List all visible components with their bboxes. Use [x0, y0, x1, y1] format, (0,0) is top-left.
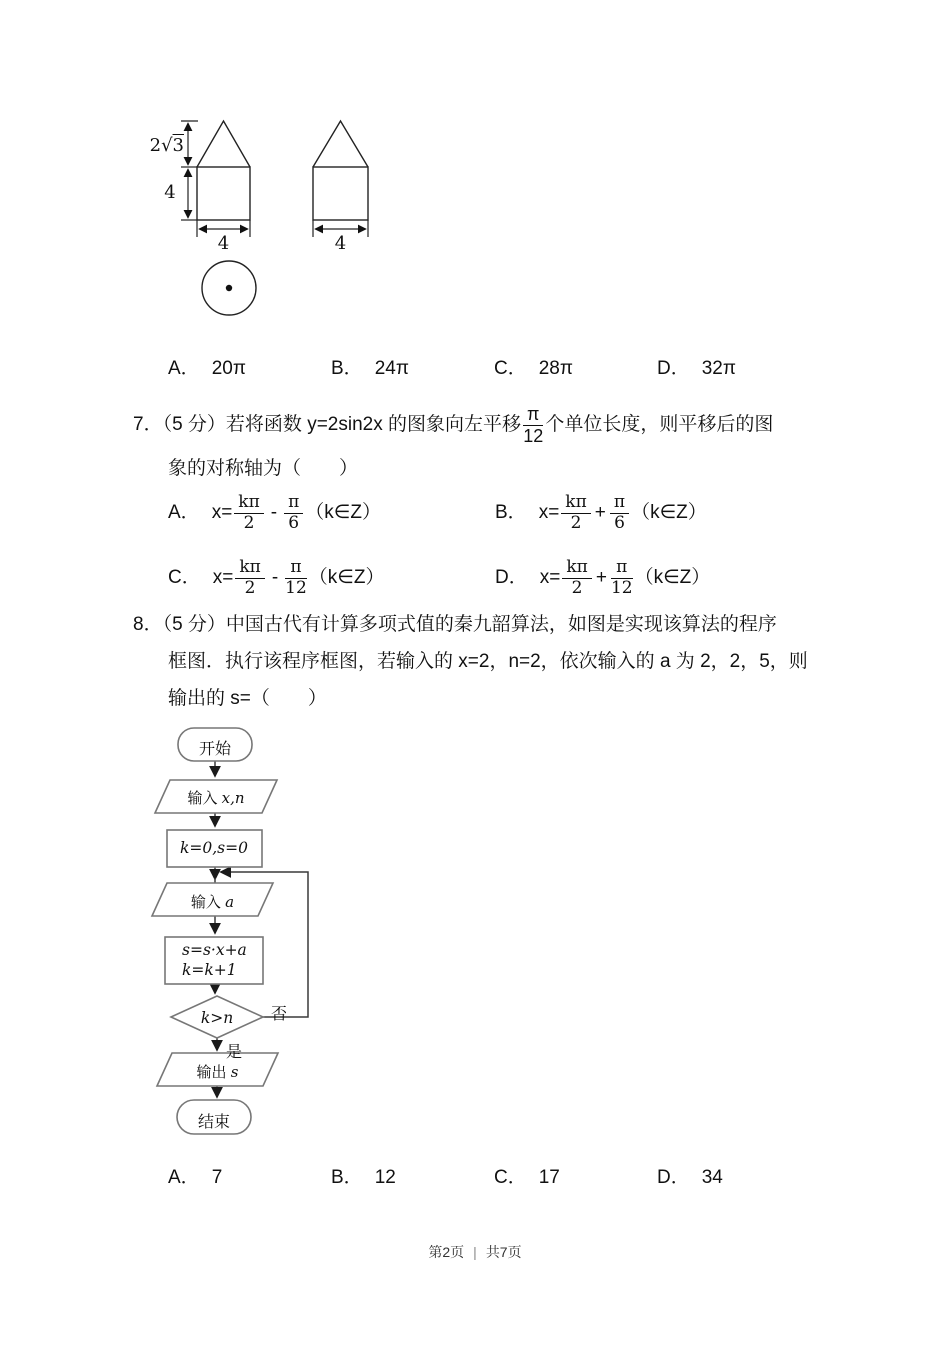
- q7-stem-line1: 7．（5 分）若将函数 y=2sin2x 的图象向左平移 $\frac{\pi}{12}$ 个单位长度，则平移后的图: [133, 403, 774, 446]
- fraction: $\frac{\pi}{12}$: [523, 403, 544, 446]
- page-indicator: [0, 1242, 950, 1262]
- fraction: $\frac{k\pi}{2}$: [235, 559, 264, 598]
- fraction: $\frac{\pi}{12}$: [285, 556, 307, 598]
- q7-option-d: D． x= $\frac{k\pi}{2}$ + $\frac{\pi}{12}$ （k∈Z）: [495, 556, 711, 598]
- flowchart-compute-line2: k=k+1: [182, 961, 237, 979]
- fraction: $\frac{k\pi}{2}$: [562, 559, 591, 598]
- q6-option-c: C． 28π: [494, 358, 573, 379]
- q6-option-b: B． 24π: [331, 358, 409, 379]
- total-pages: 共7页: [485, 1244, 522, 1260]
- q8-option-a: A． 7: [168, 1167, 223, 1188]
- front-view-triangle: [197, 121, 250, 167]
- q7-stem-line2: 象的对称轴为（ ）: [168, 458, 359, 479]
- dim-label-body-height: 4: [164, 182, 176, 203]
- fraction: $\frac{k\pi}{2}$: [234, 494, 263, 533]
- current-page: 第2页: [428, 1244, 465, 1260]
- fraction: $\frac{\pi}{12}$: [610, 556, 633, 598]
- flowchart-yes-label: 是: [226, 1044, 243, 1061]
- dim-label-slant-height: 2√3: [149, 135, 184, 156]
- q8-stem-line3: 输出的 s=（ ）: [168, 688, 327, 709]
- q8-stem-line2: 框图．执行该程序框图，若输入的 x=2，n=2，依次输入的 a 为 2，2，5，则: [168, 651, 808, 672]
- flowchart-start-label: 开始: [198, 741, 231, 758]
- q7-option-a: A． x= $\frac{k\pi}{2}$ - $\frac{\pi}{6}$ （k∈Z）: [168, 491, 381, 533]
- q8-option-d: D． 34: [657, 1167, 723, 1188]
- fraction: $\frac{k\pi}{2}$: [561, 494, 590, 533]
- q8-flowchart: [140, 715, 350, 1145]
- flowchart-no-label: 否: [271, 1006, 288, 1023]
- dim-label-base-left: 4: [217, 233, 230, 254]
- q8-option-c: C． 17: [494, 1167, 560, 1188]
- flowchart-decision-label: k>n: [200, 1009, 234, 1027]
- q8-stem-line1: 8．（5 分）中国古代有计算多项式值的秦九韶算法，如图是实现该算法的程序: [133, 614, 777, 635]
- flowchart-end-label: 结束: [197, 1114, 230, 1131]
- dim-label-base-right: 4: [334, 233, 347, 254]
- flowchart-compute-line1: s=s·x+a: [182, 941, 247, 959]
- q7-option-c: C． x= $\frac{k\pi}{2}$ - $\frac{\pi}{12}$ （k∈Z）: [168, 556, 385, 598]
- side-view-triangle: [313, 121, 368, 167]
- q7-option-b: B． x= $\frac{k\pi}{2}$ + $\frac{\pi}{6}$ （k∈Z）: [495, 491, 707, 533]
- question6-figure: [140, 108, 440, 333]
- q8-option-b: B． 12: [331, 1167, 396, 1188]
- flowchart-output-label: 输出 s: [196, 1063, 239, 1081]
- flowchart-input-xn-label: 输入 x,n: [187, 789, 245, 807]
- side-view-square: [313, 167, 368, 220]
- flowchart-init-label: k=0,s=0: [180, 839, 248, 857]
- front-view-square: [197, 167, 250, 220]
- prism-views-drawing: [140, 108, 440, 333]
- fraction: $\frac{\pi}{6}$: [284, 494, 303, 533]
- fraction: $\frac{\pi}{6}$: [610, 494, 629, 533]
- q6-option-a: A． 20π: [168, 358, 246, 379]
- flowchart-input-a-label: 输入 a: [190, 893, 235, 911]
- page-separator: |: [473, 1244, 477, 1260]
- circle-center-dot: [226, 285, 232, 291]
- q6-option-d: D． 32π: [657, 358, 736, 379]
